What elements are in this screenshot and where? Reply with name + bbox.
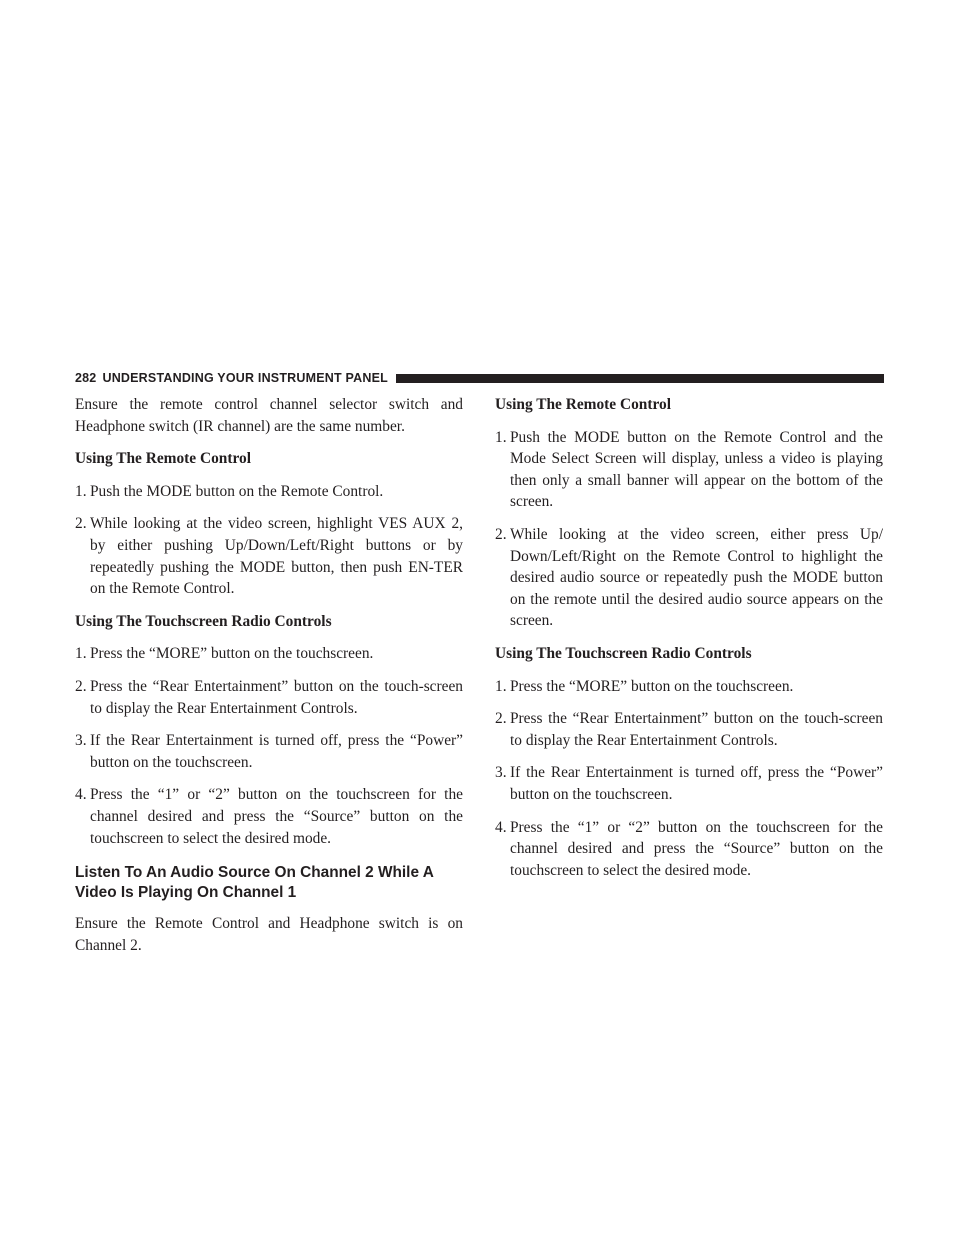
page-number: 282 — [75, 371, 97, 385]
touchscreen-heading: Using The Touchscreen Radio Controls — [495, 644, 752, 662]
step-text: Press the “Rear Entertainment” button on the touch-screen to display the Rear Entertainment Controls. — [510, 710, 883, 749]
step-text: If the Rear Entertainment is turned off, press the “Power” button on the touchscreen. — [510, 764, 883, 803]
step-number: 3. — [495, 764, 507, 782]
step-text: If the Rear Entertainment is turned off, press the “Power” button on the touchscreen. — [90, 732, 463, 771]
step-number: 1. — [75, 645, 87, 663]
step-text: Press the “1” or “2” button on the touchscreen for the channel desired and press the “Source” button on the touchscreen to select the desired mode. — [90, 786, 463, 847]
remote-control-heading: Using The Remote Control — [495, 396, 671, 413]
list-item — [75, 730, 463, 773]
list-item — [495, 762, 883, 805]
touchscreen-heading: Using The Touchscreen Radio Controls — [75, 612, 332, 630]
touchscreen-steps — [495, 676, 883, 882]
remote-control-steps — [495, 427, 883, 632]
remote-control-heading: Using The Remote Control — [75, 450, 251, 468]
step-number: 2. — [75, 677, 87, 695]
list-item — [495, 708, 883, 751]
step-number: 1. — [495, 428, 507, 446]
section-title: UNDERSTANDING YOUR INSTRUMENT PANEL — [102, 371, 388, 385]
step-number: 1. — [495, 677, 507, 695]
step-text: Press the “Rear Entertainment” button on the touch-screen to display the Rear Entertainment Controls. — [90, 677, 463, 717]
left-column — [75, 394, 463, 967]
list-item — [75, 676, 463, 719]
subsection-heading: Listen To An Audio Source On Channel 2 While A Video Is Playing On Channel 1 — [75, 864, 434, 902]
step-number: 2. — [495, 525, 507, 543]
list-item — [75, 784, 463, 849]
step-text: While looking at the video screen, highlight VES AUX 2, by either pushing Up/Down/Left/Right buttons or by repeatedly pushing the MODE button, then push EN-TER on the Remote Control. — [90, 515, 463, 598]
list-item — [495, 427, 883, 513]
header-rule — [396, 374, 884, 383]
list-item — [75, 481, 463, 503]
step-text: Push the MODE button on the Remote Control. — [90, 482, 384, 500]
remote-control-steps — [75, 481, 463, 600]
list-item — [495, 817, 883, 882]
subsection-paragraph: Ensure the Remote Control and Headphone switch is on Channel 2. — [75, 915, 463, 954]
step-text: Press the “MORE” button on the touchscreen. — [90, 645, 374, 663]
step-number: 2. — [75, 515, 87, 533]
page-header — [75, 369, 884, 387]
step-number: 4. — [495, 818, 507, 836]
list-item — [495, 676, 883, 698]
right-column — [495, 394, 883, 892]
intro-paragraph: Ensure the remote control channel selector switch and Headphone switch (IR channel) are the same number. — [75, 396, 463, 435]
step-text: Push the MODE button on the Remote Control and the Mode Select Screen will display, unless a video is playing then only a small banner will appear on the bottom of the screen. — [510, 428, 883, 511]
step-number: 3. — [75, 732, 87, 750]
list-item — [75, 643, 463, 665]
touchscreen-steps — [75, 643, 463, 849]
list-item — [75, 513, 463, 599]
step-number: 4. — [75, 786, 87, 804]
step-text: Press the “MORE” button on the touchscreen. — [510, 677, 794, 695]
step-number: 2. — [495, 710, 507, 728]
step-number: 1. — [75, 482, 87, 500]
list-item — [495, 524, 883, 632]
step-text: While looking at the video screen, either press Up/ Down/Left/Right on the Remote Control to highlight the desired audio source or repeatedly push the MODE button on the remote until the desired audio source appears on the screen. — [510, 525, 883, 630]
step-text: Press the “1” or “2” button on the touchscreen for the channel desired and press the “Source” button on the touchscreen to select the desired mode. — [510, 818, 883, 879]
